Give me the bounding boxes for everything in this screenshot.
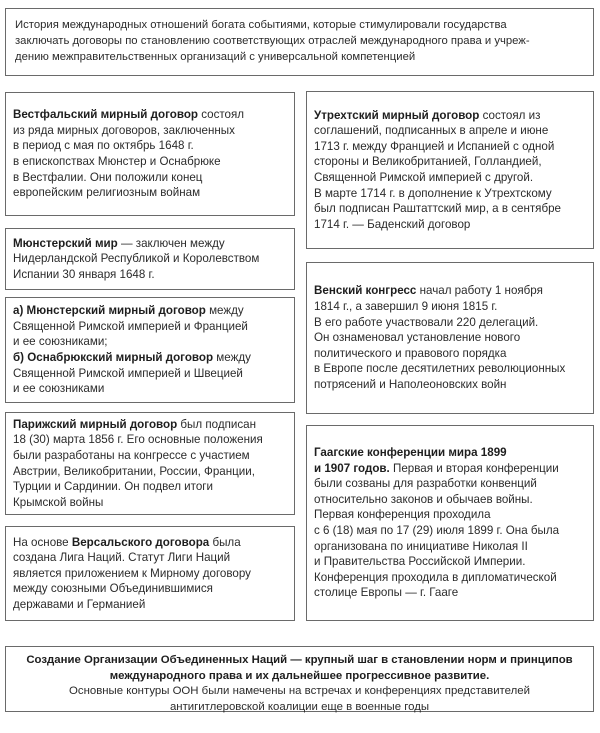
box-line: были разработаны на конгрессе с участием bbox=[13, 448, 250, 462]
intro-line: История международных отношений богата событиями, которые стимулировали государства bbox=[15, 19, 507, 31]
westphalia-box: Вестфальский мирный договор состоял из ряда мирных договоров, заключенных в период с мая по октябрь 1648 г. в епископствах Мюнстер и Оснабрюке в Вестфалии. Они положили конец европейским религиозным войнам bbox=[5, 92, 295, 216]
box-line: Первая конференция проходила bbox=[314, 508, 491, 522]
treaties-ab-box: а) Мюнстерский мирный договор между Священной Римской империей и Францией и ее союзниками; б) Оснабрюкский мирный договор между Священной Римской империей и Швецией и ее союзниками bbox=[5, 297, 295, 403]
box-line: с 6 (18) мая по 17 (29) июля 1899 г. Она была bbox=[314, 524, 560, 537]
intro-line: заключать договоры по становлению соответствующих отраслей международного права и учреж- bbox=[15, 35, 530, 47]
munster-peace-title: Мюнстерский мир bbox=[13, 236, 118, 250]
box-line: Крымской войны bbox=[13, 495, 104, 509]
box-line: относительно законов и обычаев войны. bbox=[314, 492, 533, 506]
box-line: Конференция проходила в дипломатической bbox=[314, 570, 557, 584]
utrecht-box: Утрехтский мирный договор состоял из соглашений, подписанных в апреле и июне 1713 г. между Францией и Испанией с одной стороны и Великобританией, Голландией, Священной Римской империей с другой. В марте 1714 г. в дополнение к Утрехтскому был подписан Раштаттский мир, а в сентябре 1714 г. — Баденский договор bbox=[306, 91, 594, 249]
box-line: 1814 г., а завершил 9 июня 1815 г. bbox=[314, 300, 498, 314]
hague-title-line1: Гаагские конференции мира 1899 bbox=[314, 446, 507, 460]
box-line: в епископствах Мюнстер и Оснабрюке bbox=[13, 155, 221, 168]
box-line: европейским религиозным войнам bbox=[13, 186, 201, 200]
un-bold-line2: международного права и их дальнейшее прогрессивное развитие. bbox=[109, 669, 490, 682]
box-line: был подписан Раштаттский мир, а в сентябре bbox=[314, 202, 561, 216]
box-line: В его работе участвовали 220 делегаций. bbox=[314, 315, 539, 329]
box-line: потрясений и Наполеоновских войн bbox=[314, 377, 507, 391]
box-line: Турции и Сардинии. Он подвел итоги bbox=[13, 480, 213, 494]
vienna-title: Венский конгресс bbox=[314, 284, 417, 298]
utrecht-title: Утрехтский мирный договор bbox=[314, 108, 480, 122]
box-line: в Вестфалии. Они положили конец bbox=[13, 170, 203, 184]
hague-box: Гаагские конференции мира 1899 и 1907 годов. Первая и вторая конференции были созваны для разработки конвенций относительно законов и обычаев войны. Первая конференция проходила с 6 (18) мая по 17 (29) июля 1899 г. Она была организована по инициативе Николая II и Правительства Российской Империи. Конференция проходила в дипломатической столице Европы — г. Гааге bbox=[306, 425, 594, 621]
box-line: между союзными Объединившимися bbox=[13, 582, 213, 596]
paris-box: Парижский мирный договор был подписан 18 (30) марта 1856 г. Его основные положения были разработаны на конгрессе с участием Австрии, Великобритании, России, Франции, Турции и Сардинии. Он подвел итоги Крымской войны bbox=[5, 412, 295, 515]
box-line: Священной Римской империей и Швецией bbox=[13, 366, 243, 380]
un-bold-line1: Создание Организации Объединенных Наций — крупный шаг в становлении норм и принципов bbox=[26, 654, 573, 666]
versailles-box: На основе Версальского договора была создана Лига Наций. Статут Лиги Наций является приложением к Мирному договору между союзными Объединившимися державами и Германией bbox=[5, 526, 295, 621]
munster-peace-box: Мюнстерский мир — заключен между Нидерландской Республикой и Королевством Испании 30 января 1648 г. bbox=[5, 228, 295, 290]
box-line: были созваны для разработки конвенций bbox=[314, 477, 537, 491]
box-line: Священной Римской империей с другой. bbox=[314, 171, 534, 184]
vienna-box: Венский конгресс начал работу 1 ноября 1814 г., а завершил 9 июня 1815 г. В его работе участвовали 220 делегаций. Он ознаменовал установление нового политического и правового порядка в Европе после десятилетних революционных потрясений и Наполеоновских войн bbox=[306, 262, 594, 414]
box-line: Испании 30 января 1648 г. bbox=[13, 267, 155, 281]
box-line: Он ознаменовал установление нового bbox=[314, 331, 521, 345]
box-line: из ряда мирных договоров, заключенных bbox=[13, 123, 235, 137]
box-line: Нидерландской Республикой и Королевством bbox=[13, 252, 260, 266]
box-line: стороны и Великобританией, Голландией, bbox=[314, 155, 542, 169]
paris-title: Парижский мирный договор bbox=[13, 417, 178, 431]
box-line: В марте 1714 г. в дополнение к Утрехтскому bbox=[314, 186, 552, 200]
box-line: организована по инициативе Николая II bbox=[314, 539, 528, 553]
hague-title-line2: и 1907 годов. bbox=[314, 461, 390, 475]
box-line: в период с мая по октябрь 1648 г. bbox=[13, 139, 194, 153]
box-line: державами и Германией bbox=[13, 597, 146, 611]
versailles-title: Версальского договора bbox=[71, 535, 210, 549]
box-line: и Правительства Российской Империи. bbox=[314, 555, 526, 569]
box-line: Священной Римской империей и Францией bbox=[13, 319, 248, 333]
westphalia-title: Вестфальский мирный договор bbox=[13, 108, 198, 122]
box-line: и ее союзниками bbox=[13, 382, 105, 396]
box-line: 18 (30) марта 1856 г. Его основные положения bbox=[13, 433, 263, 447]
un-line3: Основные контуры ООН были намечены на встречах и конференциях представителей bbox=[69, 685, 530, 697]
treaty-b-title: б) Оснабрюкский мирный договор bbox=[13, 351, 214, 364]
un-line4: антигитлеровской коалиции еще в военные годы bbox=[169, 700, 430, 713]
box-line: столице Европы — г. Гааге bbox=[314, 586, 459, 600]
un-creation-box bbox=[5, 646, 594, 712]
box-line: политического и правового порядка bbox=[314, 346, 507, 360]
intro-line: дению межправительственных организаций с универсальной компетенцией bbox=[15, 51, 416, 63]
box-line: 1713 г. между Францией и Испанией с одной bbox=[314, 139, 555, 153]
box-line: соглашений, подписанных в апреле и июне bbox=[314, 124, 549, 138]
box-line: 1714 г. — Баденский договор bbox=[314, 217, 471, 231]
box-line: является приложением к Мирному договору bbox=[13, 566, 251, 580]
box-line: Австрии, Великобритании, России, Франции, bbox=[13, 464, 255, 478]
intro-box bbox=[5, 8, 594, 76]
box-line: создана Лига Наций. Статут Лиги Наций bbox=[13, 551, 231, 565]
box-line: в Европе после десятилетних революционных bbox=[314, 362, 566, 376]
treaty-a-title: а) Мюнстерский мирный договор bbox=[13, 304, 206, 318]
box-line: и ее союзниками; bbox=[13, 335, 108, 349]
